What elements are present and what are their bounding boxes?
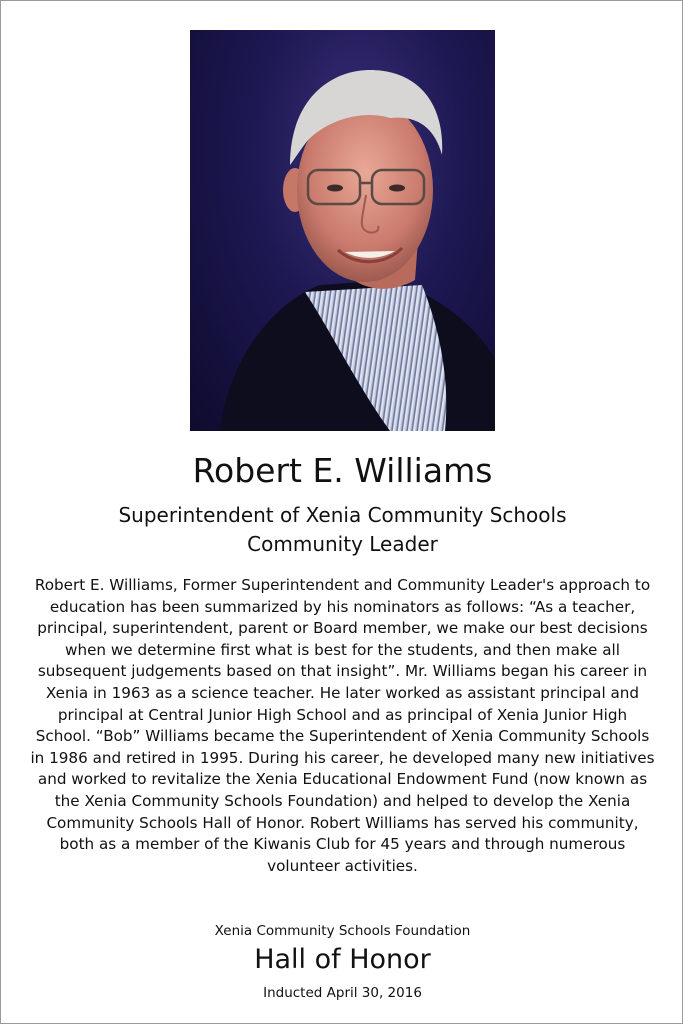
hall-of-honor-heading: Hall of Honor [254, 944, 431, 975]
honoree-title: Superintendent of Xenia Community Schools [118, 503, 567, 527]
honoree-name: Robert E. Williams [192, 451, 493, 490]
biography-text: Robert E. Williams, Former Superintendent and Community Leader's approach to education has been summarized by his nominators as follows: “As a teacher, principal, superintendent, parent or Board member, we make our best decisions when we determine first what is best for the students, and then make all subsequent judgements based on that insight”. Mr. Williams began his career in Xenia in 1963 as a science teacher. He later worked as assistant principal and principal at Central Junior High School and as principal of Xenia Junior High School. “Bob” Williams became the Superintendent of Xenia Community Schools in 1986 and retired in 1995. During his career, he developed many new initiatives and worked to revitalize the Xenia Educational Endowment Fund (now known as the Xenia Community Schools Foundation) and helped to develop the Xenia Community Schools Hall of Honor. Robert Williams has served his community, both as a member of the Kiwanis Club for 45 years and through numerous volunteer activities. [30, 576, 655, 875]
foundation-name: Xenia Community Schools Foundation [214, 923, 471, 939]
portrait-photo [190, 30, 495, 431]
induction-date: Inducted April 30, 2016 [263, 985, 422, 1001]
honoree-subtitle: Community Leader [247, 532, 438, 556]
